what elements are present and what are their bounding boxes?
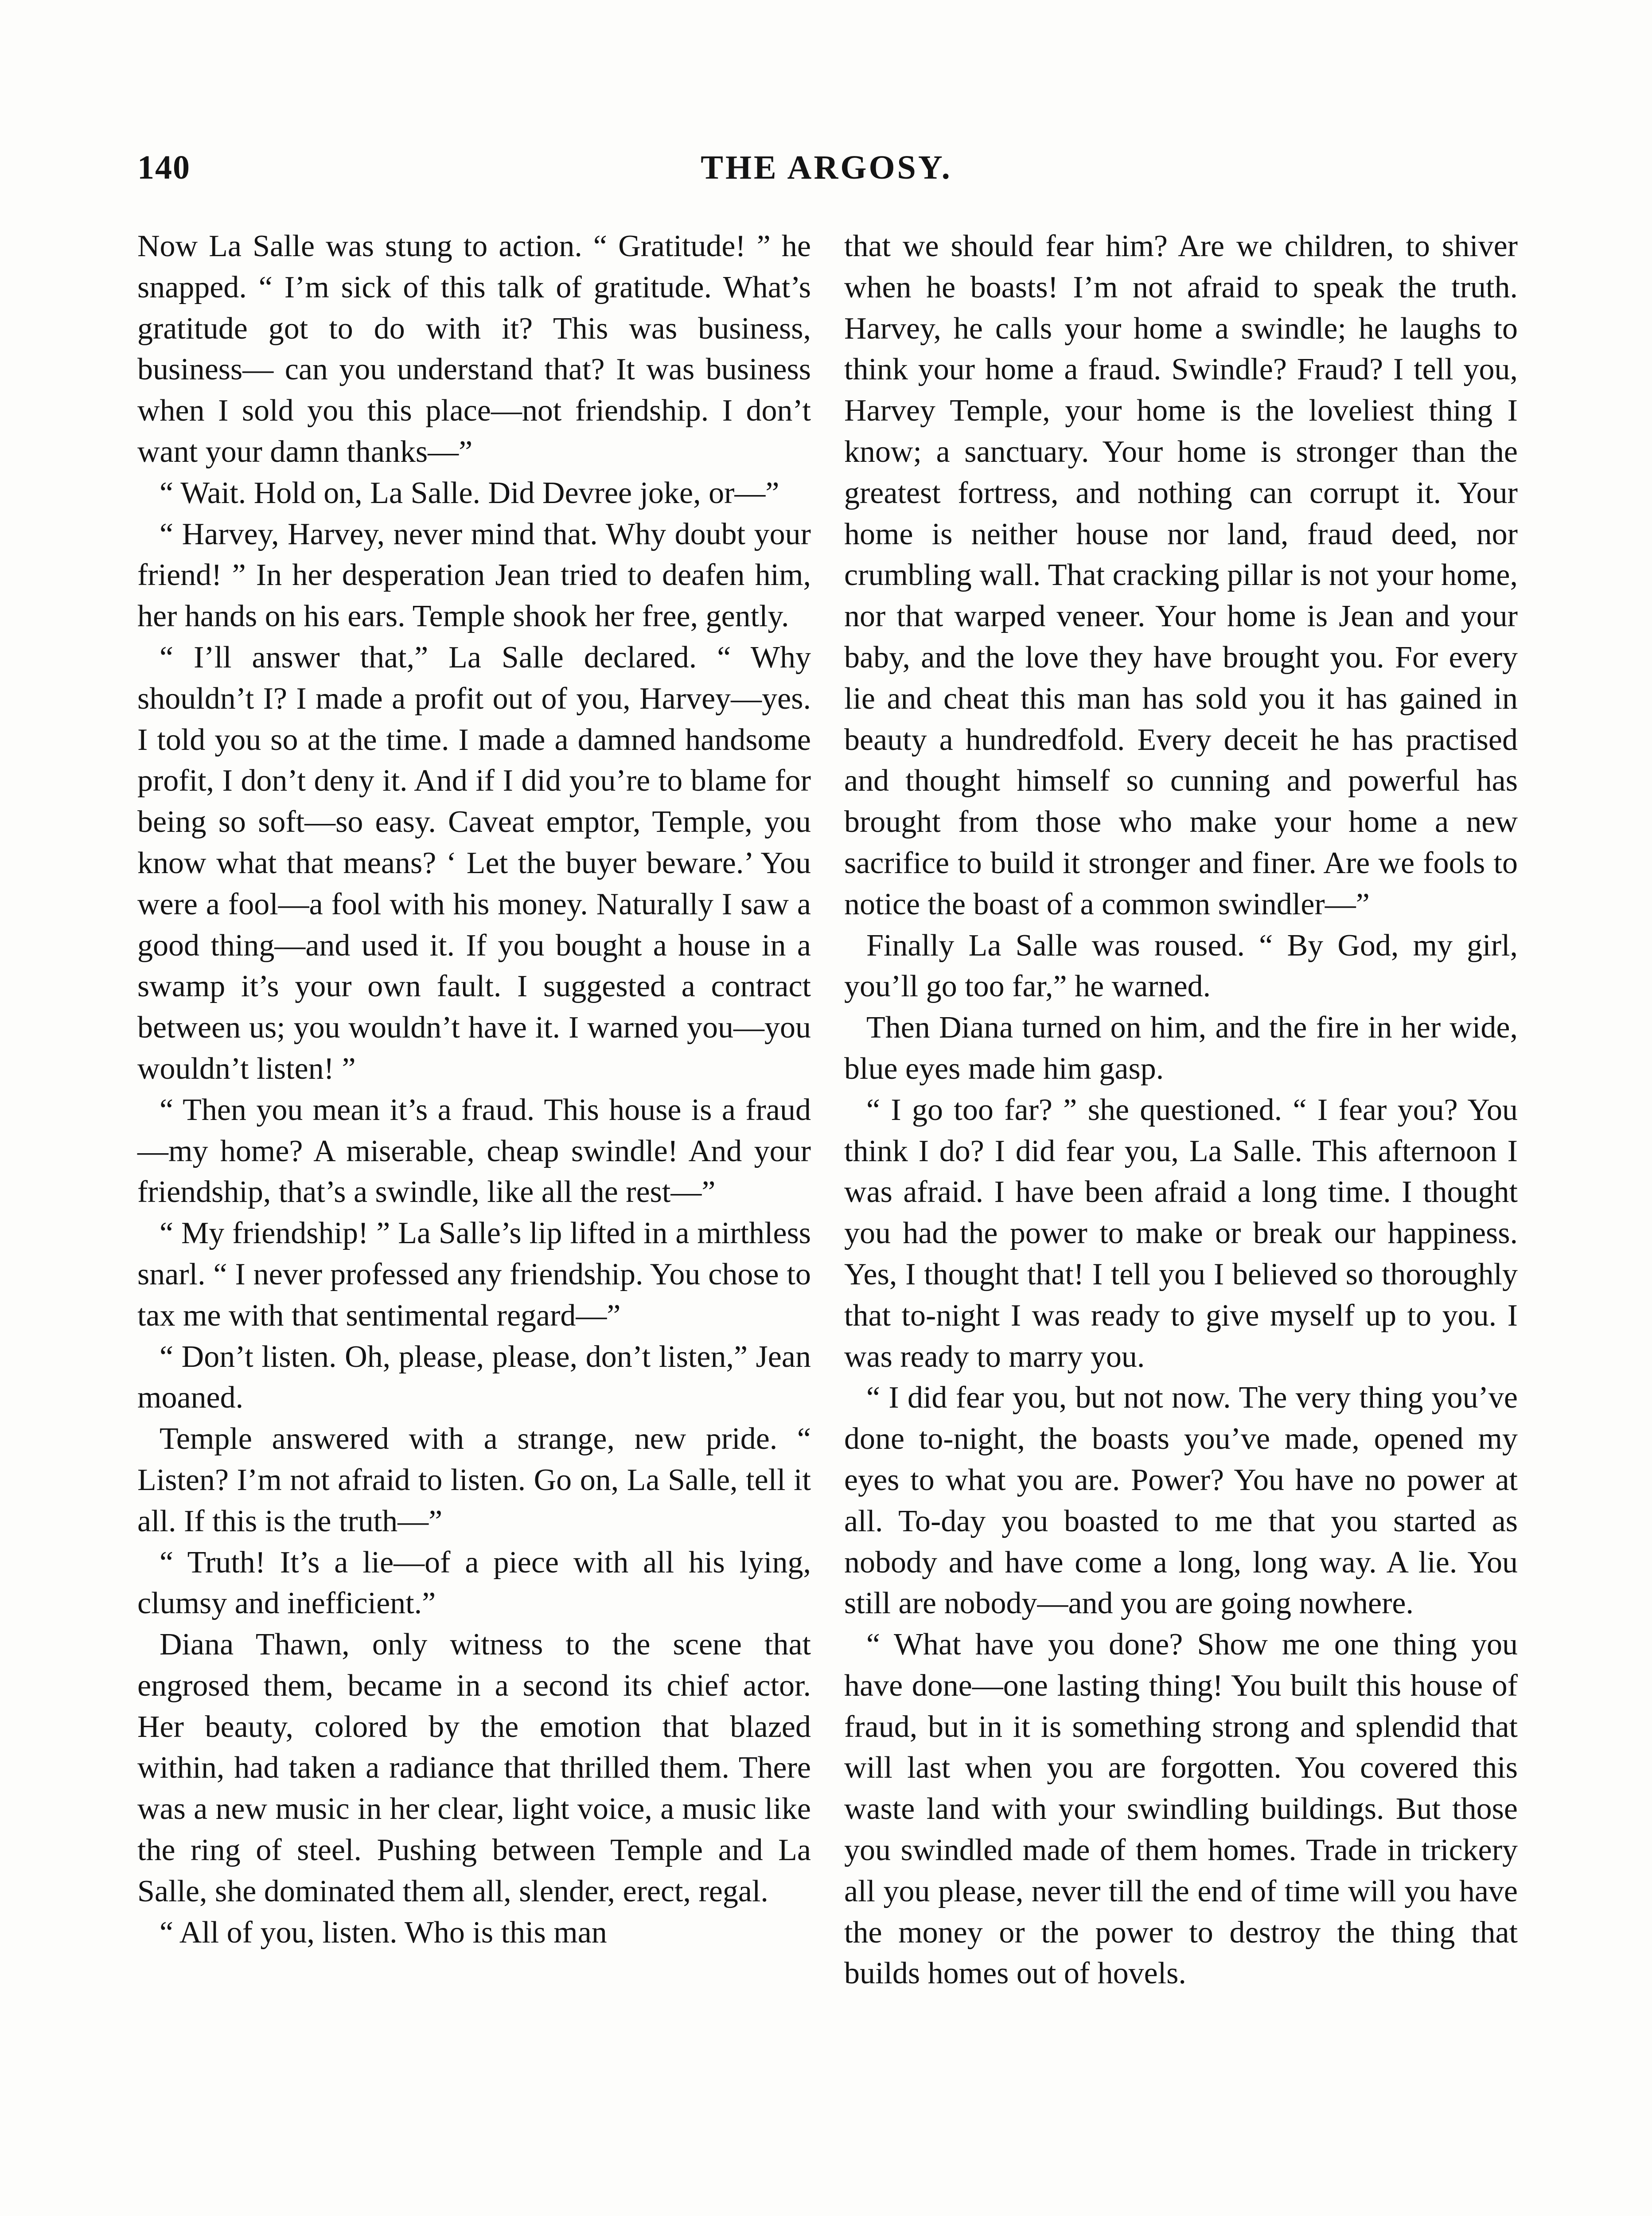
page-number: 140	[137, 149, 191, 186]
paragraph: “ What have you done? Show me one thing you have done—one lasting thing! You built this house of fraud, but in it is something strong and splendid that will last when you are forgotten. You covered this waste land with your swindling buildings. But those you swindled made of them homes. Trade in trickery all you please, never till the end of time will you have the money or the power to destroy the thing that builds homes out of hovels.	[844, 1627, 1518, 1991]
paragraph: “ Harvey, Harvey, never mind that. Why doubt your friend! ” In her desperation Jean tried to deafen him, her hands on his ears. Temple shook her free, gently.	[137, 517, 811, 634]
paragraph: Finally La Salle was roused. “ By God, my girl, you’ll go too far,” he warned.	[844, 928, 1518, 1004]
page-header	[137, 148, 1516, 197]
paragraph: Now La Salle was stung to action. “ Gratitude! ” he snapped. “ I’m sick of this talk of gratitude. What’s gratitude got to do with it? This was business, business— can you understand that? It was business when I sold you this place—not friendship. I don’t want your damn thanks—”	[137, 229, 811, 469]
paragraph: “ I did fear you, but not now. The very thing you’ve done to-night, the boasts you’ve made, opened my eyes to what you are. Power? You have no power at all. To-day you boasted to me that you started as nobody and have come a long, long way. A lie. You still are nobody—and you are going nowhere.	[844, 1381, 1518, 1621]
paragraph: “ Don’t listen. Oh, please, please, don’t listen,” Jean moaned.	[137, 1339, 811, 1415]
left-column	[137, 226, 811, 1953]
paragraph: “ Wait. Hold on, La Salle. Did Devree joke, or—”	[160, 476, 779, 510]
paragraph: “ Truth! It’s a lie—of a piece with all his lying, clumsy and inefficient.”	[137, 1545, 811, 1621]
paragraph: “ I go too far? ” she questioned. “ I fear you? You think I do? I did fear you, La Salle. This afternoon I was afraid. I have been afraid a long time. I thought you had the power to make or break our happiness. Yes, I thought that! I tell you I believed so thoroughly that to-night I was ready to give myself up to you. I was ready to marry you.	[844, 1092, 1518, 1374]
paragraph: “ I’ll answer that,” La Salle declared. “ Why shouldn’t I? I made a profit out of you, Harvey—yes. I told you so at the time. I made a damned handsome profit, I don’t deny it. And if I did you’re to blame for being so soft—so easy. Caveat emptor, Temple, you know what that means? ‘ Let the buyer beware.’ You were a fool—a fool with his money. Naturally I saw a good thing—and used it. If you bought a house in a swamp it’s your own fault. I suggested a contract between us; you wouldn’t have it. I warned you—you wouldn’t listen! ”	[137, 640, 811, 1086]
paragraph: “ Then you mean it’s a fraud. This house is a fraud—my home? A miserable, cheap swindle! And your friendship, that’s a swindle, like all the rest—”	[137, 1092, 811, 1209]
paragraph: that we should fear him? Are we children, to shiver when he boasts! I’m not afraid to speak the truth. Harvey, he calls your home a swindle; he laughs to think your home a fraud. Swindle? Fraud? I tell you, Harvey Temple, your home is the loveliest thing I know; a sanctuary. Your home is stronger than the greatest fortress, and nothing can corrupt it. Your home is neither house nor land, fraud deed, nor crumbling wall. That cracking pillar is not your home, nor that warped veneer. Your home is Jean and your baby, and the love they have brought you. For every lie and cheat this man has sold you it has gained in beauty a hundredfold. Every deceit he has practised and thought himself so cunning and powerful has brought from those who make your home a new sacrifice to build it stronger and finer. Are we fools to notice the boast of a common swindler—”	[844, 229, 1518, 921]
right-column	[844, 226, 1518, 1994]
paragraph: Diana Thawn, only witness to the scene that engrosed them, became in a second its chief actor. Her beauty, colored by the emotion that blazed within, had taken a radiance that thrilled them. There was a new music in her clear, light voice, a music like the ring of steel. Pushing between Temple and La Salle, she dominated them all, slender, erect, regal.	[137, 1627, 811, 1908]
paragraph: Then Diana turned on him, and the fire in her wide, blue eyes made him gasp.	[844, 1010, 1518, 1086]
paragraph: “ All of you, listen. Who is this man	[160, 1915, 607, 1950]
paragraph: “ My friendship! ” La Salle’s lip lifted in a mirthless snarl. “ I never professed any friendship. You chose to tax me with that sentimental regard—”	[137, 1216, 811, 1333]
paragraph: Temple answered with a strange, new pride. “ Listen? I’m not afraid to listen. Go on, La Salle, tell it all. If this is the truth—”	[137, 1422, 811, 1538]
running-title: THE ARGOSY.	[701, 149, 952, 186]
